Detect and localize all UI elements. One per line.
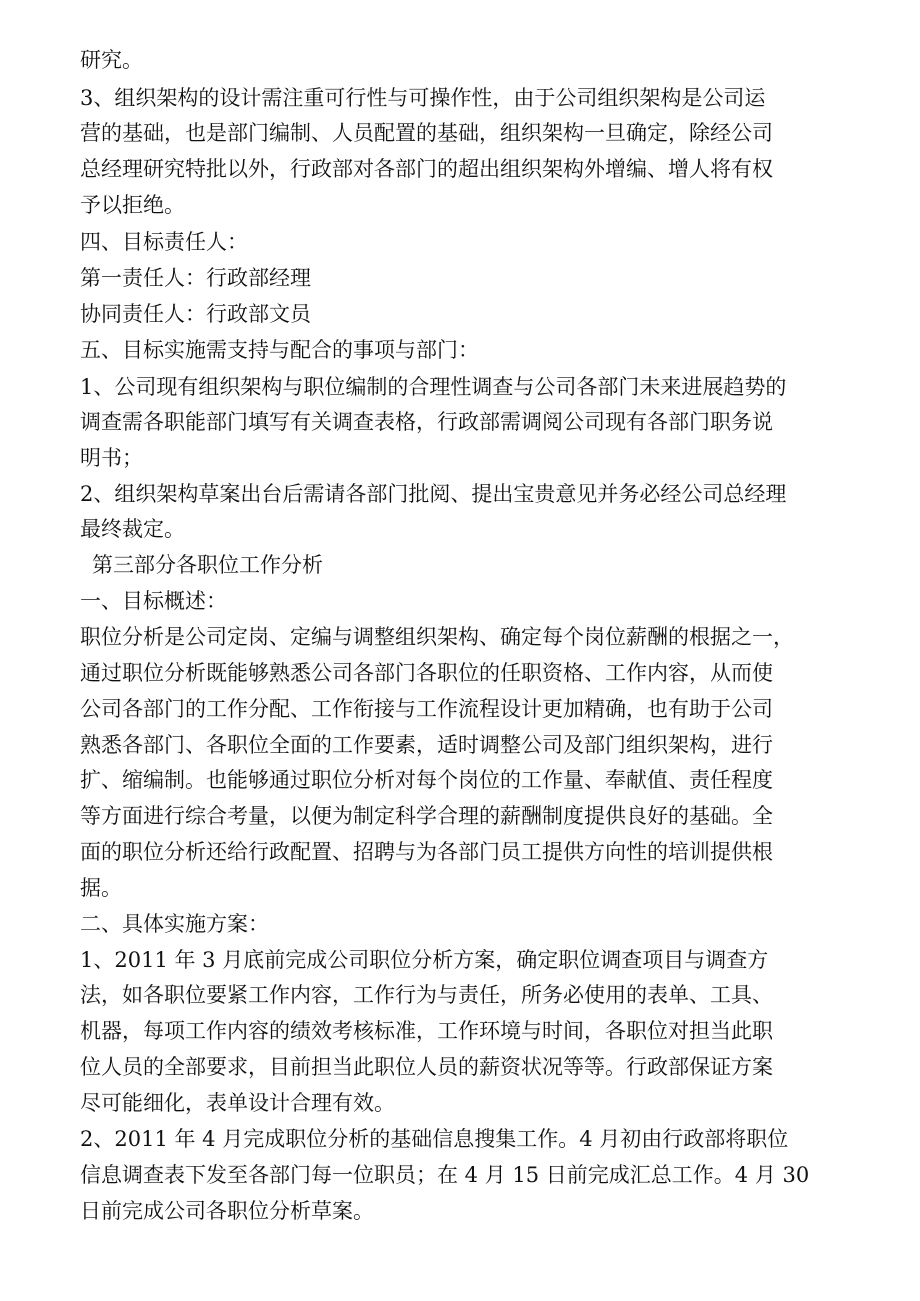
text-line: 通过职位分析既能够熟悉公司各部门各职位的任职资格、工作内容，从而使 [80,661,773,685]
text-line: 3、组织架构的设计需注重可行性与可操作性，由于公司组织架构是公司运 [80,86,766,110]
section-heading: 四、目标责任人： [80,230,248,254]
text-line: 法，如各职位要紧工作内容，工作行为与责任，所务必使用的表单、工具、 [80,983,773,1007]
text-line: 2、组织架构草案出台后需请各部门批阅、提出宝贵意见并务必经公司总经理 [80,482,787,506]
text-line: 总经理研究特批以外，行政部对各部门的超出组织架构外增编、增人将有权 [80,157,773,181]
text-line: 调查需各职能部门填写有关调查表格，行政部需调阅公司现有各部门职务说 [80,410,773,434]
section-heading: 二、具体实施方案： [80,912,269,936]
section-heading: 一、目标概述： [80,589,227,613]
text-line: 1、2011 年 3 月底前完成公司职位分析方案，确定职位调查项目与调查方 [80,948,769,972]
text-line: 公司各部门的工作分配、工作衔接与工作流程设计更加精确，也有助于公司 [80,697,773,721]
text-line: 信息调查表下发至各部门每一位职员；在 4 月 15 日前完成汇总工作。4 月 30 [80,1163,810,1187]
text-line: 第一责任人：行政部经理 [80,266,311,290]
text-line: 予以拒绝。 [80,193,185,217]
text-line: 2、2011 年 4 月完成职位分析的基础信息搜集工作。4 月初由行政部将职位 [80,1127,789,1151]
text-line: 据。 [80,876,122,900]
text-line: 尽可能细化，表单设计合理有效。 [80,1091,395,1115]
text-line: 协同责任人：行政部文员 [80,302,311,326]
text-line: 职位分析是公司定岗、定编与调整组织架构、确定每个岗位薪酬的根据之一， [80,625,794,649]
text-line: 1、公司现有组织架构与职位编制的合理性调查与公司各部门未来进展趋势的 [80,375,787,399]
text-line: 位人员的全部要求，目前担当此职位人员的薪资状况等等。行政部保证方案 [80,1055,773,1079]
text-line: 最终裁定。 [80,517,185,541]
text-line: 扩、缩编制。也能够通过职位分析对每个岗位的工作量、奉献值、责任程度 [80,768,773,792]
part-heading: 第三部分各职位工作分析 [92,553,323,577]
text-line: 机器，每项工作内容的绩效考核标准，工作环境与时间，各职位对担当此职 [80,1019,773,1043]
text-line: 熟悉各部门、各职位全面的工作要素，适时调整公司及部门组织架构，进行 [80,733,773,757]
text-line: 等方面进行综合考量，以便为制定科学合理的薪酬制度提供良好的基础。全 [80,804,773,828]
text-line: 营的基础，也是部门编制、人员配置的基础，组织架构一旦确定，除经公司 [80,121,773,145]
text-line: 研究。 [80,48,143,72]
text-line: 明书； [80,446,143,470]
text-line: 日前完成公司各职位分析草案。 [80,1199,374,1223]
section-heading: 五、目标实施需支持与配合的事项与部门： [80,338,479,362]
text-line: 面的职位分析还给行政配置、招聘与为各部门员工提供方向性的培训提供根 [80,840,773,864]
